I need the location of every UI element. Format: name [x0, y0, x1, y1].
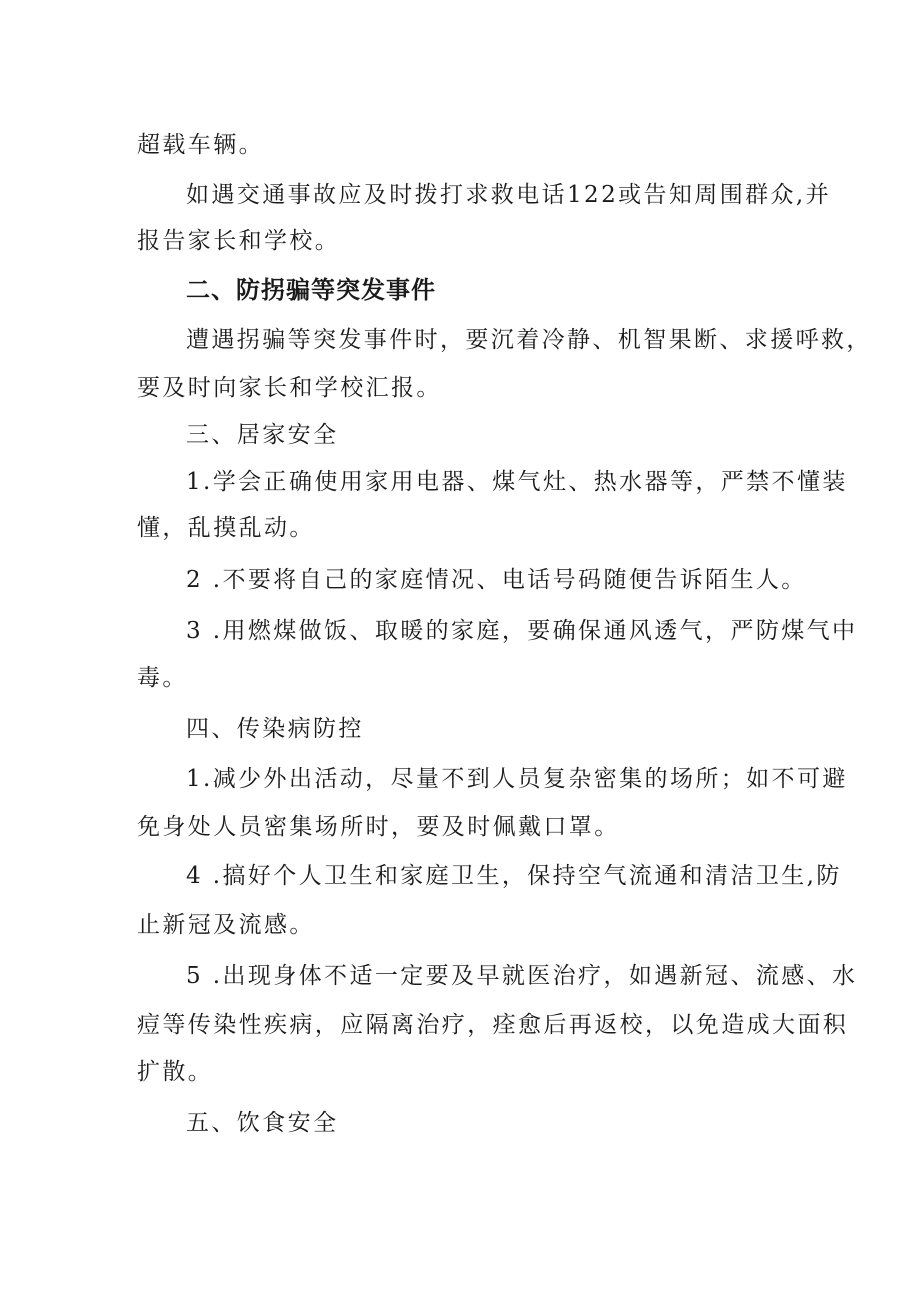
text-line: 如遇交通事故应及时拨打求救电话122或告知周围群众,并 [186, 182, 832, 208]
text-line: 毒。 [137, 665, 188, 691]
text-line: 懂，乱摸乱动。 [137, 515, 315, 541]
text-line: 1.学会正确使用家用电器、煤气灶、热水器等，严禁不懂装 [186, 469, 848, 495]
text-line: 扩散。 [137, 1059, 214, 1085]
text-line: 痘等传染性疾病，应隔离治疗，痊愈后再返校，以免造成大面积 [137, 1012, 849, 1038]
text-line: 止新冠及流感。 [137, 912, 315, 938]
section-heading: 五、饮食安全 [186, 1110, 339, 1136]
text-line: 4 .搞好个人卫生和家庭卫生，保持空气流通和清洁卫生,防 [186, 863, 842, 889]
section-heading: 二、防拐骗等突发事件 [186, 276, 436, 304]
section-heading: 三、居家安全 [186, 422, 339, 448]
text-line: 1.减少外出活动，尽量不到人员复杂密集的场所；如不可避 [186, 766, 848, 792]
text-line: 5 .出现身体不适一定要及早就医治疗，如遇新冠、流感、水 [186, 963, 858, 989]
section-heading: 四、传染病防控 [186, 716, 364, 742]
text-line: 免身处人员密集场所时，要及时佩戴口罩。 [137, 814, 620, 840]
text-line: 2 .不要将自己的家庭情况、电话号码随便告诉陌生人。 [186, 567, 807, 593]
text-line: 要及时向家长和学校汇报。 [137, 375, 442, 401]
text-line: 超载车辆。 [137, 132, 264, 158]
text-line: 3 .用燃煤做饭、取暖的家庭，要确保通风透气，严防煤气中 [186, 618, 858, 644]
text-line: 报告家长和学校。 [137, 228, 341, 254]
text-line: 遭遇拐骗等突发事件时，要沉着冷静、机智果断、求援呼救， [186, 327, 872, 353]
